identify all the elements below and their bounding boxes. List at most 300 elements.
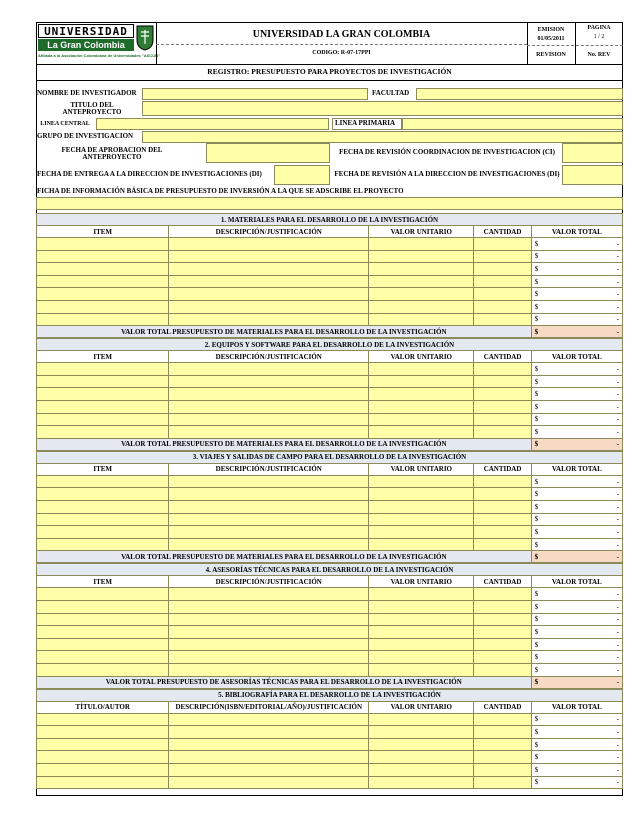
facultad-input[interactable]	[416, 88, 623, 100]
cantidad-cell[interactable]	[474, 488, 531, 501]
item-cell[interactable]	[37, 738, 169, 751]
valor-unitario-cell[interactable]	[369, 538, 474, 551]
amount-value: -	[616, 427, 619, 436]
item-cell[interactable]	[37, 588, 169, 601]
item-cell[interactable]	[37, 300, 169, 313]
currency-symbol: $	[534, 653, 539, 662]
descripcion-cell[interactable]	[169, 413, 369, 426]
valor-total-cell	[531, 488, 622, 501]
item-cell[interactable]	[37, 250, 169, 263]
valor-unitario-cell[interactable]	[369, 626, 474, 639]
table-row	[37, 426, 623, 439]
currency-symbol: $	[534, 315, 539, 324]
descripcion-cell[interactable]	[169, 726, 369, 739]
cantidad-cell[interactable]	[474, 363, 531, 376]
cantidad-cell[interactable]	[474, 238, 531, 251]
section-title: 1. MATERIALES PARA EL DESARROLLO DE LA INVESTIGACIÓN	[37, 214, 623, 226]
column-header-item: ITEM	[37, 576, 169, 588]
valor-total-cell	[531, 776, 622, 789]
item-cell[interactable]	[37, 526, 169, 539]
table-row	[37, 263, 623, 276]
cantidad-cell[interactable]	[474, 626, 531, 639]
section-2-table	[36, 338, 623, 451]
amount-value: -	[616, 653, 619, 662]
descripcion-cell[interactable]	[169, 375, 369, 388]
cantidad-cell[interactable]	[474, 475, 531, 488]
grupo-label: GRUPO DE INVESTIGACION	[37, 131, 134, 140]
section-title: 4. ASESORÍAS TÉCNICAS PARA EL DESARROLLO DE LA INVESTIGACIÓN	[37, 564, 623, 576]
valor-total-cell	[531, 413, 622, 426]
amount-value: -	[616, 602, 619, 611]
valor-unitario-cell[interactable]	[369, 288, 474, 301]
currency-symbol: $	[534, 490, 539, 499]
cantidad-cell[interactable]	[474, 250, 531, 263]
currency-symbol: $	[534, 665, 539, 674]
cantidad-cell[interactable]	[474, 388, 531, 401]
table-row	[37, 600, 623, 613]
column-header-item: ITEM	[37, 463, 169, 475]
column-header-valor-unitario: VALOR UNITARIO	[369, 226, 474, 238]
cantidad-cell[interactable]	[474, 400, 531, 413]
table-row	[37, 313, 623, 326]
linea-central-label: LINEA CENTRAL	[40, 120, 90, 127]
table-row	[37, 513, 623, 526]
valor-unitario-cell[interactable]	[369, 263, 474, 276]
column-header-valor-total: VALOR TOTAL	[531, 463, 622, 475]
linea-primaria-input[interactable]	[402, 118, 623, 130]
descripcion-cell[interactable]	[169, 300, 369, 313]
cantidad-cell[interactable]	[474, 538, 531, 551]
valor-total-cell	[531, 375, 622, 388]
cantidad-cell[interactable]	[474, 375, 531, 388]
item-cell[interactable]	[37, 651, 169, 664]
valor-total-cell	[531, 363, 622, 376]
column-header-item: ITEM	[37, 351, 169, 363]
valor-total-cell	[531, 275, 622, 288]
cantidad-cell[interactable]	[474, 663, 531, 676]
item-cell[interactable]	[37, 375, 169, 388]
amount-value: -	[616, 364, 619, 373]
facultad-label: FACULTAD	[372, 88, 410, 97]
descripcion-cell[interactable]	[169, 613, 369, 626]
investigador-input[interactable]	[142, 88, 368, 100]
item-cell[interactable]	[37, 776, 169, 789]
table-row	[37, 300, 623, 313]
valor-total-cell	[531, 751, 622, 764]
currency-symbol: $	[534, 477, 539, 486]
cantidad-cell[interactable]	[474, 776, 531, 789]
valor-total-cell	[531, 388, 622, 401]
titulo-label: TITULO DEL ANTEPROYECTO	[62, 100, 122, 116]
cantidad-cell[interactable]	[474, 413, 531, 426]
descripcion-cell[interactable]	[169, 663, 369, 676]
valor-total-cell	[531, 475, 622, 488]
column-header-cantidad: CANTIDAD	[474, 576, 531, 588]
valor-total-cell	[531, 300, 622, 313]
currency-symbol: $	[534, 252, 539, 261]
fecha-entrega-label: FECHA DE ENTREGA A LA DIRECCION DE INVESTIGACIONES (DI)	[37, 170, 262, 179]
valor-total-cell	[531, 526, 622, 539]
table-row	[37, 288, 623, 301]
ficha-label: FICHA DE INFORMACIÓN BÁSICA DE PRESUPUESTO DE INVERSIÓN A LA QUE SE ADSCRIBE EL PROYECTO	[37, 186, 404, 195]
amount-value: -	[616, 715, 619, 724]
valor-unitario-cell[interactable]	[369, 751, 474, 764]
amount-value: -	[616, 302, 619, 311]
column-header-descripcion: DESCRIPCIÓN/JUSTIFICACIÓN	[169, 463, 369, 475]
descripcion-cell[interactable]	[169, 713, 369, 726]
item-cell[interactable]	[37, 638, 169, 651]
amount-value: -	[616, 502, 619, 511]
fecha-revision-di-input[interactable]	[562, 165, 623, 185]
fecha-aprobacion-label: FECHA DE APROBACION DEL ANTEPROYECTO	[61, 145, 163, 161]
pagina-value: 1 / 2	[593, 33, 605, 40]
table-row	[37, 388, 623, 401]
valor-total-cell	[531, 588, 622, 601]
column-header-titulo-autor: TÍTULO/AUTOR	[37, 701, 169, 713]
item-cell[interactable]	[37, 288, 169, 301]
valor-unitario-cell[interactable]	[369, 275, 474, 288]
column-header-valor-total: VALOR TOTAL	[531, 226, 622, 238]
linea-central-input[interactable]	[96, 118, 329, 130]
column-header-cantidad: CANTIDAD	[474, 226, 531, 238]
column-header-valor-total: VALOR TOTAL	[531, 701, 622, 713]
revision-label: REVISION	[536, 51, 566, 58]
amount-value: -	[616, 415, 619, 424]
currency-symbol: $	[534, 527, 539, 536]
item-cell[interactable]	[37, 475, 169, 488]
cantidad-cell[interactable]	[474, 638, 531, 651]
descripcion-cell[interactable]	[169, 475, 369, 488]
valor-unitario-cell[interactable]	[369, 738, 474, 751]
valor-unitario-cell[interactable]	[369, 663, 474, 676]
valor-total-cell	[531, 513, 622, 526]
section-total-label: VALOR TOTAL PRESUPUESTO DE MATERIALES PARA EL DESARROLLO DE LA INVESTIGACIÓN	[37, 551, 532, 563]
table-row	[37, 500, 623, 513]
item-cell[interactable]	[37, 500, 169, 513]
section-1-table	[36, 213, 623, 338]
amount-value: -	[616, 315, 619, 324]
valor-unitario-cell[interactable]	[369, 638, 474, 651]
valor-unitario-cell[interactable]	[369, 400, 474, 413]
descripcion-cell[interactable]	[169, 626, 369, 639]
item-cell[interactable]	[37, 238, 169, 251]
currency-symbol: $	[534, 290, 539, 299]
grupo-input[interactable]	[142, 131, 623, 143]
currency-symbol: $	[534, 327, 539, 336]
descripcion-cell[interactable]	[169, 400, 369, 413]
table-row	[37, 651, 623, 664]
cantidad-cell[interactable]	[474, 613, 531, 626]
item-cell[interactable]	[37, 613, 169, 626]
amount-value: -	[616, 615, 619, 624]
cantidad-cell[interactable]	[474, 313, 531, 326]
section-total-value	[531, 676, 622, 688]
valor-total-cell	[531, 726, 622, 739]
institution-title: UNIVERSIDAD LA GRAN COLOMBIA	[252, 28, 431, 40]
cantidad-cell[interactable]	[474, 588, 531, 601]
valor-unitario-cell[interactable]	[369, 363, 474, 376]
currency-symbol: $	[534, 678, 539, 687]
university-logo	[38, 24, 160, 62]
table-row	[37, 751, 623, 764]
currency-symbol: $	[534, 715, 539, 724]
valor-unitario-cell[interactable]	[369, 600, 474, 613]
cantidad-cell[interactable]	[474, 300, 531, 313]
valor-unitario-cell[interactable]	[369, 588, 474, 601]
column-header-cantidad: CANTIDAD	[474, 351, 531, 363]
column-header-descripcion: DESCRIPCIÓN/JUSTIFICACIÓN	[169, 576, 369, 588]
valor-unitario-cell[interactable]	[369, 513, 474, 526]
amount-value: -	[616, 540, 619, 549]
currency-symbol: $	[534, 364, 539, 373]
amount-value: -	[616, 627, 619, 636]
descripcion-cell[interactable]	[169, 275, 369, 288]
currency-symbol: $	[534, 765, 539, 774]
item-cell[interactable]	[37, 600, 169, 613]
descripcion-cell[interactable]	[169, 526, 369, 539]
descripcion-cell[interactable]	[169, 250, 369, 263]
valor-unitario-cell[interactable]	[369, 300, 474, 313]
logo-bottom-text: La Gran Colombia	[38, 39, 134, 51]
currency-symbol: $	[534, 753, 539, 762]
descripcion-cell[interactable]	[169, 776, 369, 789]
table-row	[37, 726, 623, 739]
item-cell[interactable]	[37, 538, 169, 551]
valor-total-cell	[531, 238, 622, 251]
valor-unitario-cell[interactable]	[369, 475, 474, 488]
section-total-label: VALOR TOTAL PRESUPUESTO DE MATERIALES PARA EL DESARROLLO DE LA INVESTIGACIÓN	[37, 438, 532, 450]
valor-unitario-cell[interactable]	[369, 313, 474, 326]
item-cell[interactable]	[37, 388, 169, 401]
amount-value: -	[616, 490, 619, 499]
titulo-input[interactable]	[142, 101, 623, 116]
valor-total-cell	[531, 313, 622, 326]
section-title: 5. BIBLIOGRAFÍA PARA EL DESARROLLO DE LA INVESTIGACIÓN	[37, 689, 623, 701]
column-header-valor-total: VALOR TOTAL	[531, 351, 622, 363]
column-header-cantidad: CANTIDAD	[474, 463, 531, 475]
item-cell[interactable]	[37, 663, 169, 676]
valor-unitario-cell[interactable]	[369, 726, 474, 739]
amount-value: -	[616, 239, 619, 248]
cantidad-cell[interactable]	[474, 763, 531, 776]
shield-icon	[136, 25, 154, 51]
fecha-aprobacion-input[interactable]	[206, 143, 330, 163]
fecha-entrega-input[interactable]	[274, 165, 330, 185]
descripcion-cell[interactable]	[169, 588, 369, 601]
currency-symbol: $	[534, 540, 539, 549]
column-header-descripcion-biblio: DESCRIPCIÓN(ISBN/EDITORIAL/AÑO)/JUSTIFICACIÓN	[169, 701, 369, 713]
descripcion-cell[interactable]	[169, 763, 369, 776]
cantidad-cell[interactable]	[474, 526, 531, 539]
amount-value: -	[616, 778, 619, 787]
valor-unitario-cell[interactable]	[369, 776, 474, 789]
valor-total-cell	[531, 613, 622, 626]
valor-total-cell	[531, 663, 622, 676]
cantidad-cell[interactable]	[474, 263, 531, 276]
descripcion-cell[interactable]	[169, 313, 369, 326]
amount-value: -	[616, 402, 619, 411]
item-cell[interactable]	[37, 275, 169, 288]
valor-unitario-cell[interactable]	[369, 238, 474, 251]
form-title: REGISTRO: PRESUPUESTO PARA PROYECTOS DE INVESTIGACIÓN	[207, 67, 452, 77]
valor-unitario-cell[interactable]	[369, 500, 474, 513]
section-5-table	[36, 689, 623, 790]
column-header-cantidad: CANTIDAD	[474, 701, 531, 713]
currency-symbol: $	[534, 277, 539, 286]
column-header-valor-unitario: VALOR UNITARIO	[369, 576, 474, 588]
descripcion-cell[interactable]	[169, 288, 369, 301]
valor-unitario-cell[interactable]	[369, 488, 474, 501]
item-cell[interactable]	[37, 263, 169, 276]
table-row	[37, 638, 623, 651]
cantidad-cell[interactable]	[474, 651, 531, 664]
valor-unitario-cell[interactable]	[369, 375, 474, 388]
column-header-valor-unitario: VALOR UNITARIO	[369, 701, 474, 713]
item-cell[interactable]	[37, 426, 169, 439]
table-row	[37, 713, 623, 726]
currency-symbol: $	[534, 615, 539, 624]
amount-value: -	[616, 477, 619, 486]
item-cell[interactable]	[37, 413, 169, 426]
item-cell[interactable]	[37, 488, 169, 501]
valor-unitario-cell[interactable]	[369, 426, 474, 439]
valor-total-cell	[531, 651, 622, 664]
item-cell[interactable]	[37, 313, 169, 326]
amount-value: -	[616, 290, 619, 299]
column-header-item: ITEM	[37, 226, 169, 238]
emision-date: 01/05/2011	[537, 35, 565, 42]
logo-caption: Afiliada a la Asociación Colombiana de Universidades "ASCUN"	[38, 53, 160, 58]
valor-total-cell	[531, 600, 622, 613]
descripcion-cell[interactable]	[169, 238, 369, 251]
valor-total-cell	[531, 626, 622, 639]
currency-symbol: $	[534, 264, 539, 273]
descripcion-cell[interactable]	[169, 600, 369, 613]
item-cell[interactable]	[37, 726, 169, 739]
valor-unitario-cell[interactable]	[369, 763, 474, 776]
descripcion-cell[interactable]	[169, 388, 369, 401]
emision-label: EMISION	[537, 26, 565, 33]
amount-value: -	[616, 515, 619, 524]
currency-symbol: $	[534, 302, 539, 311]
table-row	[37, 613, 623, 626]
amount-value: -	[616, 327, 619, 336]
table-row	[37, 363, 623, 376]
table-row	[37, 663, 623, 676]
cantidad-cell[interactable]	[474, 751, 531, 764]
amount-value: -	[616, 377, 619, 386]
item-cell[interactable]	[37, 713, 169, 726]
fecha-revision-ci-input[interactable]	[562, 143, 623, 163]
descripcion-cell[interactable]	[169, 426, 369, 439]
currency-symbol: $	[534, 440, 539, 449]
valor-total-cell	[531, 250, 622, 263]
valor-unitario-cell[interactable]	[369, 713, 474, 726]
amount-value: -	[616, 552, 619, 561]
no-rev-label: No. REV	[587, 51, 611, 58]
table-row	[37, 238, 623, 251]
cantidad-cell[interactable]	[474, 726, 531, 739]
pagina-label: PAGINA	[587, 24, 611, 31]
item-cell[interactable]	[37, 763, 169, 776]
section-3-table	[36, 451, 623, 564]
descripcion-cell[interactable]	[169, 538, 369, 551]
linea-primaria-label: LINEA PRIMARIA	[332, 118, 402, 130]
item-cell[interactable]	[37, 626, 169, 639]
valor-unitario-cell[interactable]	[369, 413, 474, 426]
amount-value: -	[616, 678, 619, 687]
descripcion-cell[interactable]	[169, 651, 369, 664]
amount-value: -	[616, 765, 619, 774]
cantidad-cell[interactable]	[474, 426, 531, 439]
ficha-input[interactable]	[36, 197, 623, 210]
section-total-label: VALOR TOTAL PRESUPUESTO DE MATERIALES PARA EL DESARROLLO DE LA INVESTIGACIÓN	[37, 326, 532, 338]
cantidad-cell[interactable]	[474, 713, 531, 726]
valor-total-cell	[531, 638, 622, 651]
table-row	[37, 526, 623, 539]
valor-total-cell	[531, 538, 622, 551]
cantidad-cell[interactable]	[474, 500, 531, 513]
cantidad-cell[interactable]	[474, 288, 531, 301]
cantidad-cell[interactable]	[474, 738, 531, 751]
valor-total-cell	[531, 500, 622, 513]
descripcion-cell[interactable]	[169, 738, 369, 751]
section-total-value	[531, 551, 622, 563]
currency-symbol: $	[534, 515, 539, 524]
descripcion-cell[interactable]	[169, 638, 369, 651]
item-cell[interactable]	[37, 400, 169, 413]
section-total-value	[531, 326, 622, 338]
column-header-valor-unitario: VALOR UNITARIO	[369, 351, 474, 363]
currency-symbol: $	[534, 627, 539, 636]
column-header-valor-total: VALOR TOTAL	[531, 576, 622, 588]
table-row	[37, 250, 623, 263]
currency-symbol: $	[534, 427, 539, 436]
descripcion-cell[interactable]	[169, 751, 369, 764]
table-row	[37, 538, 623, 551]
table-row	[37, 413, 623, 426]
valor-unitario-cell[interactable]	[369, 250, 474, 263]
valor-unitario-cell[interactable]	[369, 613, 474, 626]
amount-value: -	[616, 590, 619, 599]
cantidad-cell[interactable]	[474, 275, 531, 288]
descripcion-cell[interactable]	[169, 500, 369, 513]
table-row	[37, 475, 623, 488]
currency-symbol: $	[534, 377, 539, 386]
valor-unitario-cell[interactable]	[369, 388, 474, 401]
currency-symbol: $	[534, 552, 539, 561]
item-cell[interactable]	[37, 513, 169, 526]
item-cell[interactable]	[37, 363, 169, 376]
valor-total-cell	[531, 738, 622, 751]
amount-value: -	[616, 264, 619, 273]
descripcion-cell[interactable]	[169, 513, 369, 526]
fecha-revision-di-label: FECHA DE REVISIÓN A LA DIRECCION DE INVESTIGACIONES (DI)	[334, 170, 560, 179]
amount-value: -	[616, 527, 619, 536]
valor-total-cell	[531, 763, 622, 776]
currency-symbol: $	[534, 740, 539, 749]
item-cell[interactable]	[37, 751, 169, 764]
column-header-descripcion: DESCRIPCIÓN/JUSTIFICACIÓN	[169, 226, 369, 238]
descripcion-cell[interactable]	[169, 263, 369, 276]
valor-unitario-cell[interactable]	[369, 651, 474, 664]
cantidad-cell[interactable]	[474, 513, 531, 526]
descripcion-cell[interactable]	[169, 488, 369, 501]
descripcion-cell[interactable]	[169, 363, 369, 376]
valor-unitario-cell[interactable]	[369, 526, 474, 539]
table-row	[37, 275, 623, 288]
cantidad-cell[interactable]	[474, 600, 531, 613]
